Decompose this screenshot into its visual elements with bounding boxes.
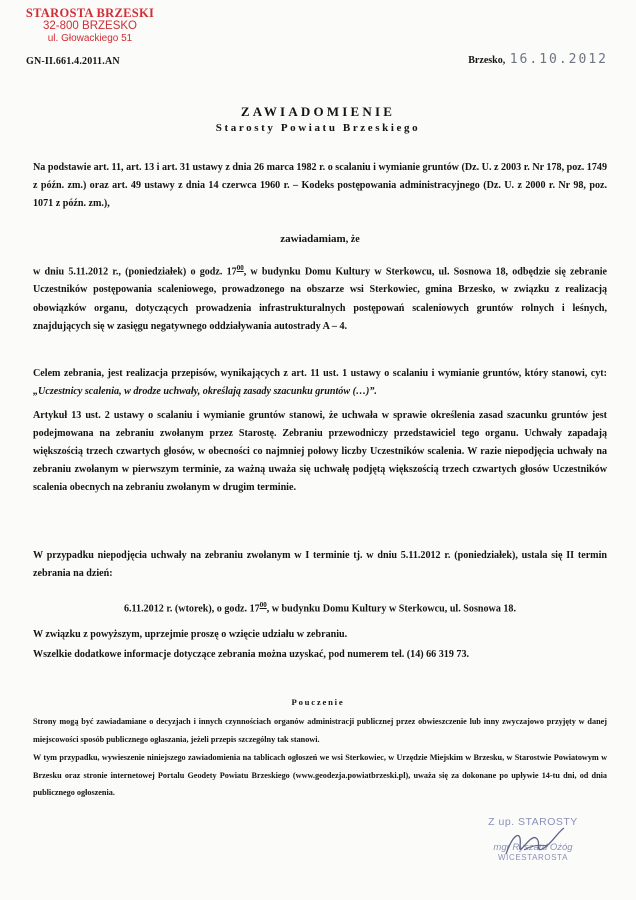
document-title: ZAWIADOMIENIE bbox=[240, 104, 396, 119]
notice-paragraph-1: Strony mogą być zawiadamiane o decyzjach i innych czynnościach organów administracji publicznej przez obwieszczenie lub inny zwyczajowo przyjęty w danej miejscowości sposób publicznego ogłaszania, jeżeli przepis szczególny tak stanowi. bbox=[33, 717, 607, 744]
meeting-time-minutes: 00 bbox=[236, 264, 244, 272]
meeting-date-text: w dniu 5.11.2012 r., (poniedziałek) o godz. 17 bbox=[33, 266, 237, 278]
intro-paragraph: Na podstawie art. 11, art. 13 i art. 31 ustawy z dnia 26 marca 1982 r. o scalaniu i wymianie gruntów (Dz. U. z 2003 r. Nr 178, poz. 1749 z późn. zm.) oraz art. 49 ustawy z dnia 14 czerwca 1960 r. – Kodeks postępowania administracyjnego (Dz. U. z 2000 r. Nr 98, poz. 1071 z późn. zm.), bbox=[33, 162, 607, 210]
second-meeting-details: , w budynku Domu Kultury w Sterkowcu, ul. Sosnowa 18. bbox=[266, 603, 517, 615]
handwritten-signature-icon bbox=[500, 824, 570, 864]
signature-role: WICESTAROSTA bbox=[497, 853, 569, 862]
meeting-paragraph bbox=[33, 259, 607, 336]
place-date-line bbox=[468, 52, 608, 67]
stamp-office-name: STAROSTA BRZESKI bbox=[25, 6, 155, 20]
office-stamp bbox=[10, 6, 170, 44]
second-term-paragraph: W przypadku niepodjęcia uchwały na zebraniu zwołanym w I terminie tj. w dniu 5.11.2012 r. (poniedziałek), ustala się II termin zebrania na dzień: bbox=[33, 550, 607, 580]
second-meeting-line bbox=[33, 596, 607, 618]
signature-name: mgr Ryszard Ożóg bbox=[493, 842, 573, 853]
reference-number: GN-II.661.4.2011.AN bbox=[26, 56, 120, 67]
closing-contact: Wszelkie dodatkowe informacje dotyczące zebrania można uzyskać, pod numerem tel. (14) 66 319 73. bbox=[33, 649, 470, 660]
purpose-paragraph bbox=[33, 365, 607, 401]
notice-paragraph-2: W tym przypadku, wywieszenie niniejszego zawiadomienia na tablicach ogłoszeń we wsi Sterkowiec, w Urzędzie Miejskim w Brzesku, w Starostwie Powiatowym w Brzesku oraz stronie internetowej Portalu Geodety Powiatu Brzeskiego (www.geodezja.powiatbrzeski.pl), uważa się za dokonane po upływie 14-tu dni, od dnia publicznego ogłoszenia. bbox=[33, 753, 607, 797]
purpose-quote: „Uczestnicy scalenia, w drodze uchwały, określają zasady szacunku gruntów (…)”. bbox=[33, 386, 377, 398]
stamp-street: ul. Głowackiego 51 bbox=[47, 32, 133, 44]
notify-rest: , że bbox=[345, 234, 360, 245]
stamp-postal-city: 32-800 BRZESKO bbox=[43, 20, 137, 32]
notify-line bbox=[33, 230, 607, 249]
notify-bold: zawiadamiam bbox=[280, 233, 346, 245]
meeting-details: , w budynku Domu Kultury w Sterkowcu, ul. Sosnowa 18, odbędzie się zebranie Uczestników postępowania scaleniowego, prowadzonego na obszarze wsi Sterkowiec, gmina Brzesko, w związku z realizacją obowiązków organu, dotyczących prowadzenia infrastrukturalnych postępowań scaleniowych gruntów rolnych i leśnych, znajdujących się w zasięgu negatywnego oddziaływania autostrady A – 4. bbox=[33, 266, 607, 332]
closing-request: W związku z powyższym, uprzejmie proszę o wzięcie udziału w zebraniu. bbox=[33, 629, 348, 640]
second-meeting-date: 6.11.2012 r. (wtorek), o godz. 17 bbox=[123, 603, 260, 615]
second-meeting-minutes: 00 bbox=[259, 601, 267, 609]
place-label: Brzesko, bbox=[468, 55, 506, 66]
date-stamp: 16.10.2012 bbox=[509, 52, 608, 67]
document-subtitle: Starosty Powiatu Brzeskiego bbox=[215, 122, 421, 134]
notice-heading: Pouczenie bbox=[291, 697, 345, 707]
article-paragraph: Artykuł 13 ust. 2 ustawy o scalaniu i wymianie gruntów stanowi, że uchwała w sprawie określenia zasad szacunku gruntów jest podejmowana na zebraniu zwołanym przez Starostę. Zebraniu przewodniczy przedstawiciel tego organu. Uchwały zapadają większością trzech czwartych głosów, w obecności co najmniej połowy liczby Uczestników scalenia. W razie niepodjęcia uchwały na zebraniu zwołanym w pierwszym terminie, za ważną uważa się uchwałę podjętą większością trzech czwartych głosów Uczestników scalenia obecnych na zebraniu zwołanym w drugim terminie. bbox=[33, 410, 607, 494]
purpose-text: Celem zebrania, jest realizacja przepisów, wynikających z art. 11 ust. 1 ustawy o scalaniu i wymianie gruntów, który stanowi, cyt: bbox=[33, 368, 607, 379]
signature-authority: Z up. STAROSTY bbox=[488, 816, 578, 828]
